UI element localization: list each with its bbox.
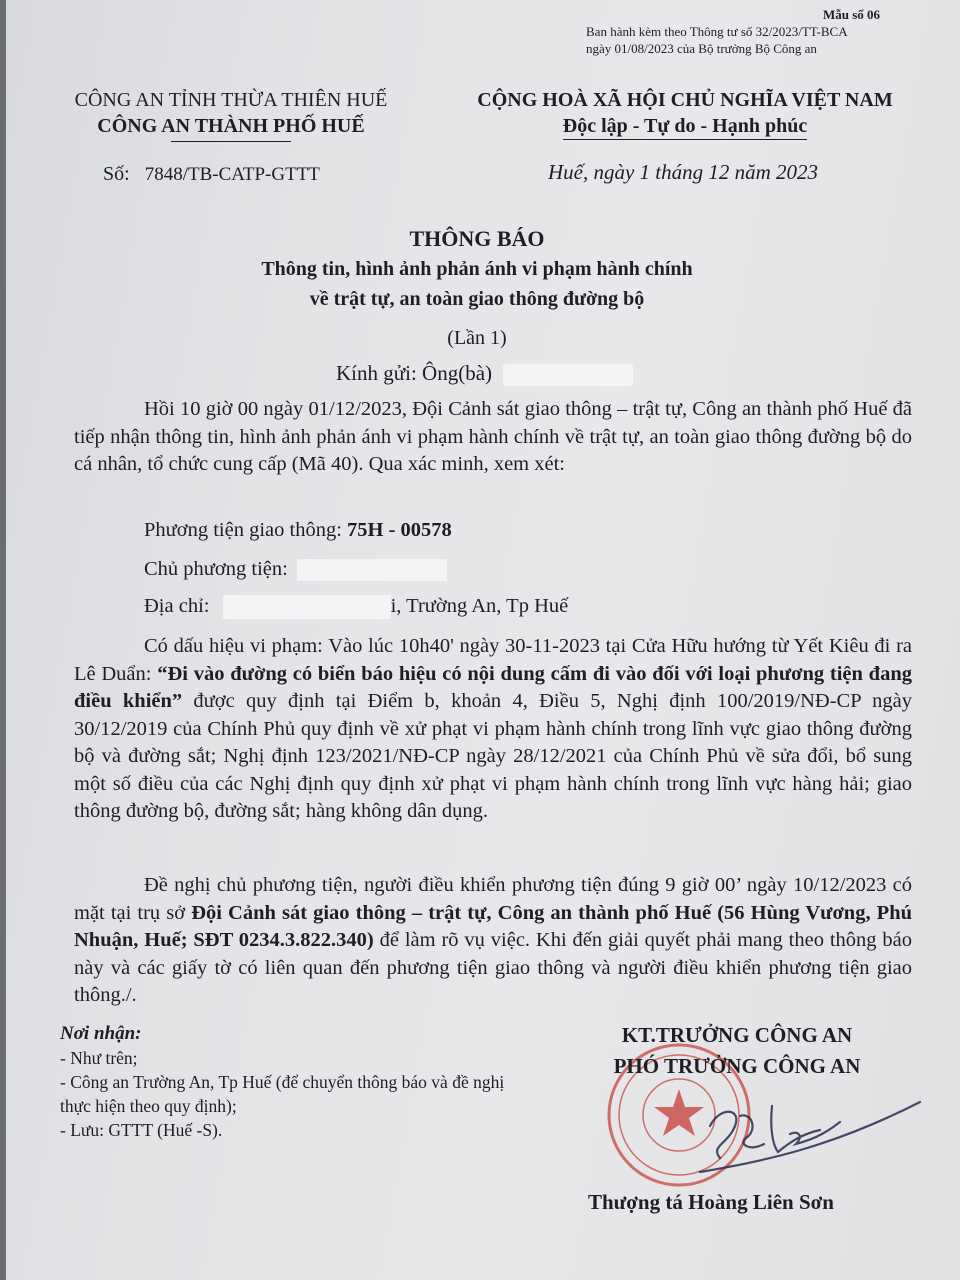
place-date: Huế, ngày 1 tháng 12 năm 2023	[548, 160, 819, 184]
recipients-heading: Nơi nhận:	[60, 1023, 142, 1044]
signature-title-line1: KT.TRƯỞNG CÔNG AN	[621, 1023, 853, 1047]
redacted-name	[503, 364, 633, 386]
agency-name: CÔNG AN THÀNH PHỐ HUẾ	[97, 115, 365, 137]
form-number: Mẫu số 06	[822, 7, 880, 22]
agency-header	[46, 87, 416, 142]
document-number: Số: 7848/TB-CATP-GTTT	[103, 163, 320, 185]
handwritten-signature-icon	[680, 1086, 930, 1196]
signature-block	[572, 1020, 902, 1082]
form-reference	[580, 6, 880, 57]
agency-underline	[171, 141, 291, 142]
signature-title-line2: PHÓ TRƯỞNG CÔNG AN	[613, 1054, 861, 1078]
document-title: THÔNG BÁO	[409, 226, 545, 251]
document-subtitle-line1: Thông tin, hình ảnh phản ánh vi phạm hành chính	[261, 258, 693, 280]
addressee: Kính gửi: Ông(bà)	[336, 361, 633, 386]
edition-label: (Lần 1)	[447, 327, 507, 349]
owner-line: Chủ phương tiện:	[144, 558, 447, 581]
signer-name: Thượng tá Hoàng Liên Sơn	[588, 1190, 834, 1214]
recipients-block	[60, 1022, 520, 1142]
address-line: Địa chỉ: i, Trường An, Tp Huế	[144, 595, 568, 619]
recipient-item: - Công an Trường An, Tp Huế (để chuyển thông báo và đề nghị thực hiện theo quy định);	[60, 1072, 505, 1116]
national-header	[440, 87, 930, 139]
form-issued-with: Ban hành kèm theo Thông tư số 32/2023/TT-BCA	[586, 24, 848, 39]
intro-paragraph: Hồi 10 giờ 00 ngày 01/12/2023, Đội Cảnh sát giao thông – trật tự, Công an thành phố Huế đã tiếp nhận thông tin, hình ảnh phản ánh vi phạm hành chính về trật tự, an toàn giao thông đường bộ do cá nhân, tổ chức cung cấp (Mã 40). Qua xác minh, xem xét:	[74, 398, 912, 475]
document-subtitle-line2: về trật tự, an toàn giao thông đường bộ	[309, 288, 645, 310]
form-issued-date: ngày 01/08/2023 của Bộ trưởng Bộ Công an	[586, 41, 817, 56]
violation-paragraph: Có dấu hiệu vi phạm: Vào lúc 10h40' ngày 30-11-2023 tại Cửa Hữu hướng từ Yết Kiêu đi ra Lê Duẩn: “Đi vào đường có biển báo hiệu có nội dung cấm đi vào đối với loại phương tiện đang điều khiển” được quy định tại Điểm b, khoản 4, Điều 5, Nghị định 100/2019/NĐ-CP ngày 30/12/2019 của Chính Phủ quy định về xử phạt vi phạm hành chính trong lĩnh vực giao thông đường bộ và đường sắt; Nghị định 123/2021/NĐ-CP ngày 28/12/2021 của Chính Phủ về sửa đổi, bổ sung một số điều của các Nghị định quy định xử phạt vi phạm hành chính trong lĩnh vực hàng hải; giao thông đường bộ, đường sắt; hàng không dân dụng.	[74, 635, 912, 822]
police-station: Đội Cảnh sát giao thông – trật tự, Công an thành phố Huế (56 Hùng Vương, Phú Nhuận, Huế; SĐT 0234.3.822.340)	[74, 901, 913, 951]
vehicle-plate: 75H - 00578	[347, 519, 452, 541]
redacted-owner	[297, 559, 447, 581]
recipient-item: - Lưu: GTTT (Huế -S).	[60, 1120, 223, 1140]
national-motto: Độc lập - Tự do - Hạnh phúc	[440, 113, 930, 139]
redacted-address	[223, 595, 391, 619]
nation-name: CỘNG HOÀ XÃ HỘI CHỦ NGHĨA VIỆT NAM	[477, 89, 893, 111]
recipient-item: - Như trên;	[60, 1048, 138, 1068]
vehicle-line: Phương tiện giao thông: 75H - 00578	[144, 519, 452, 541]
agency-parent: CÔNG AN TỈNH THỪA THIÊN HUẾ	[74, 89, 388, 111]
violation-description: “Đi vào đường có biển báo hiệu có nội dung cấm đi vào đối với loại phương tiện đang điều khiển”	[74, 662, 912, 712]
request-paragraph: Đề nghị chủ phương tiện, người điều khiển phương tiện đúng 9 giờ 00’ ngày 10/12/2023 có mặt tại trụ sở Đội Cảnh sát giao thông – trật tự, Công an thành phố Huế (56 Hùng Vương, Phú Nhuận, Huế; SĐT 0234.3.822.340) để làm rõ vụ việc. Khi đến giải quyết phải mang theo thông báo này và các giấy tờ có liên quan đến phương tiện giao thông và người điều khiển phương tiện giao thông./.	[74, 874, 913, 1006]
